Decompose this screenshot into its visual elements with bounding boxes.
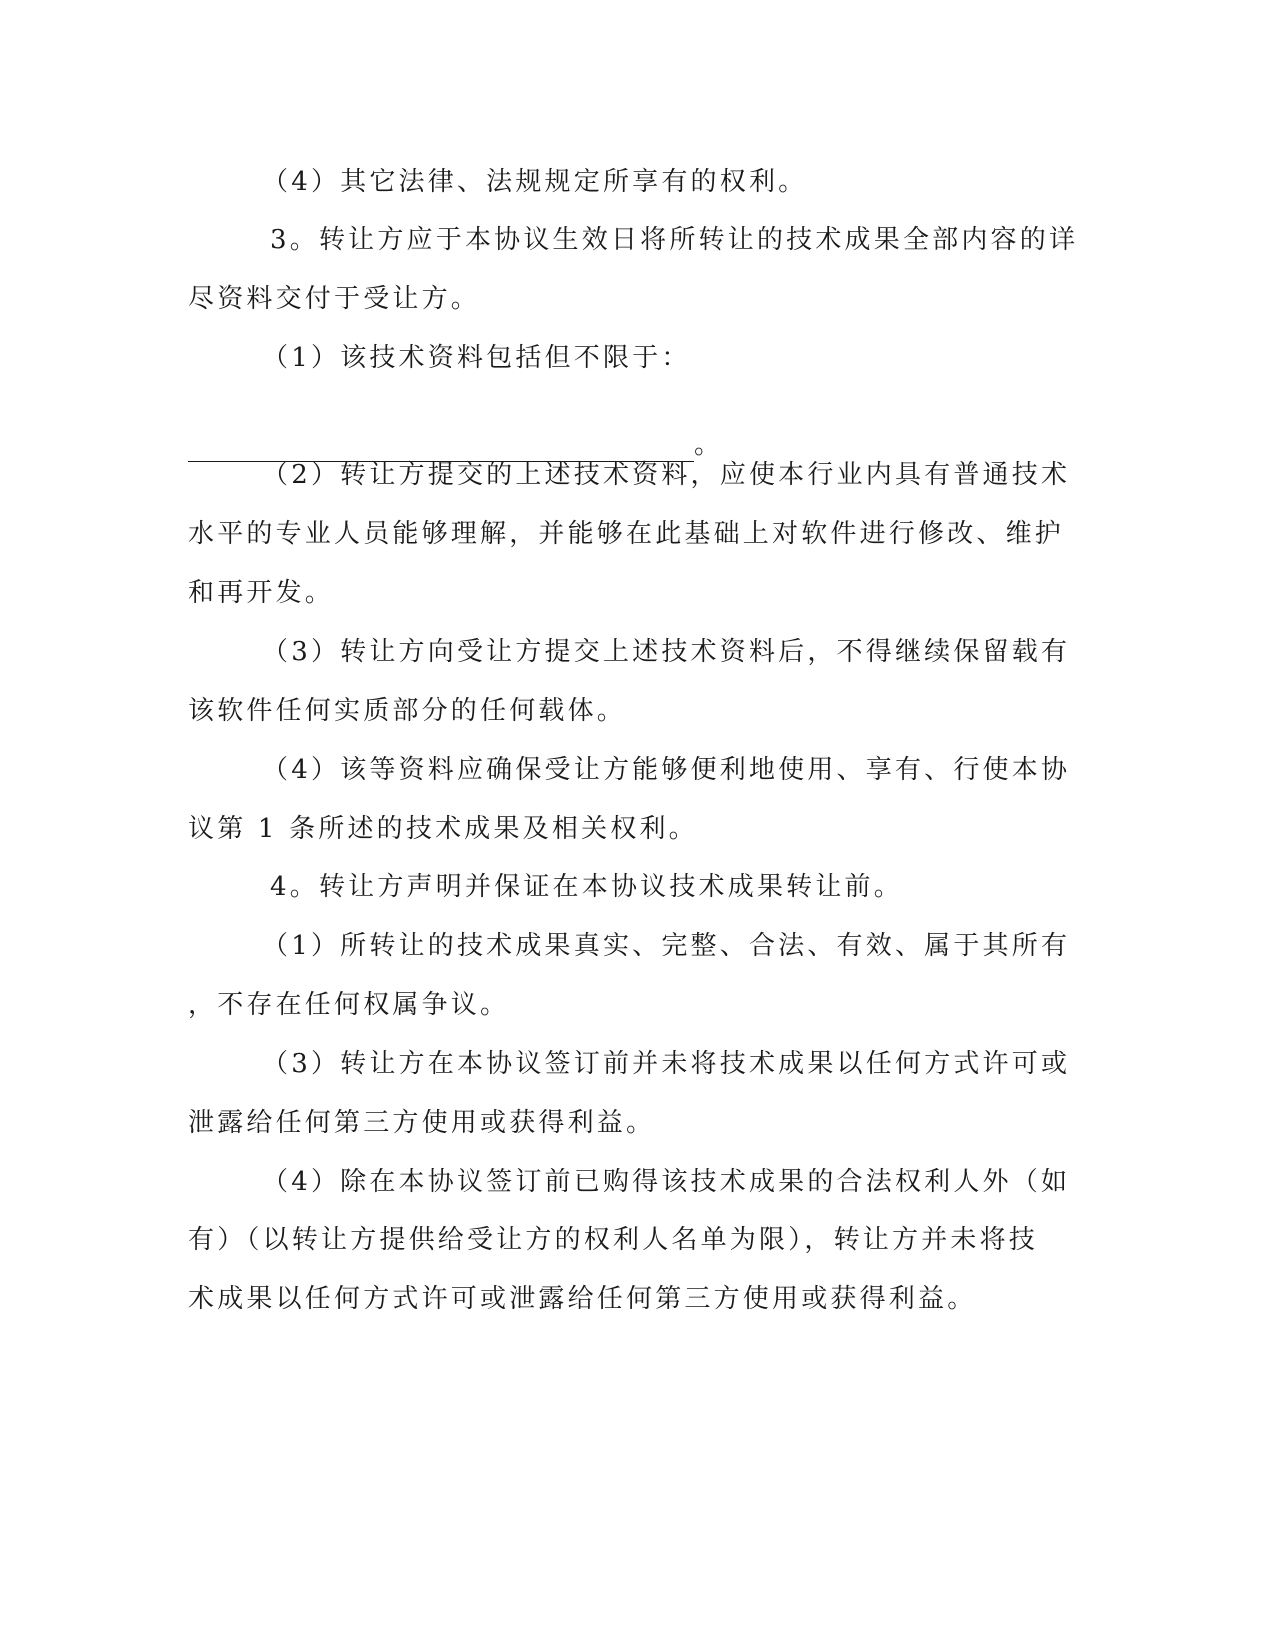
paragraph-line: （1）该技术资料包括但不限于： xyxy=(262,343,691,373)
paragraph-line: ，不存在任何权属争议。 xyxy=(188,990,510,1020)
paragraph-line: 议第 1 条所述的技术成果及相关权利。 xyxy=(188,814,698,844)
paragraph-line: 泄露给任何第三方使用或获得利益。 xyxy=(188,1108,656,1138)
paragraph-line: （4）其它法律、法规规定所享有的权利。 xyxy=(262,167,808,197)
paragraph-line: 有）（以转让方提供给受让方的权利人名单为限），转让方并未将技 xyxy=(188,1225,1039,1255)
paragraph-line: 4。转让方声明并保证在本协议技术成果转让前。 xyxy=(270,872,903,902)
paragraph-line: （1）所转让的技术成果真实、完整、合法、有效、属于其所有 xyxy=(262,931,1071,961)
paragraph-line: 术成果以任何方式许可或泄露给任何第三方使用或获得利益。 xyxy=(188,1284,977,1314)
fill-in-blank xyxy=(188,428,720,462)
paragraph-line: 尽资料交付于受让方。 xyxy=(188,284,481,314)
paragraph-line: （2）转让方提交的上述技术资料，应使本行业内具有普通技术 xyxy=(262,460,1071,490)
paragraph-line: （4）除在本协议签订前已购得该技术成果的合法权利人外（如 xyxy=(262,1167,1071,1197)
paragraph-line: 水平的专业人员能够理解，并能够在此基础上对软件进行修改、维护 xyxy=(188,519,1065,549)
paragraph-line: （3）转让方向受让方提交上述技术资料后，不得继续保留载有 xyxy=(262,637,1071,667)
paragraph-line: 和再开发。 xyxy=(188,578,335,608)
blank-end-mark: 。 xyxy=(694,430,721,460)
paragraph-line: 该软件任何实质部分的任何载体。 xyxy=(188,696,627,726)
paragraph-line: （4）该等资料应确保受让方能够便利地使用、享有、行使本协 xyxy=(262,755,1071,785)
paragraph-line: 3。转让方应于本协议生效日将所转让的技术成果全部内容的详 xyxy=(270,225,1079,255)
paragraph-line: （3）转让方在本协议签订前并未将技术成果以任何方式许可或 xyxy=(262,1049,1071,1079)
